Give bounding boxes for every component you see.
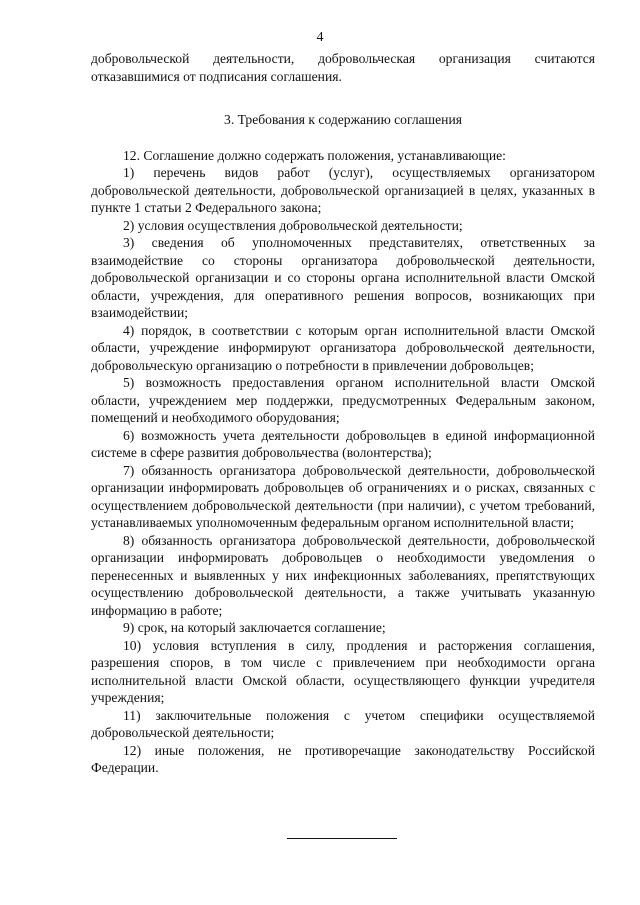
section-heading: 3. Требования к содержанию соглашения xyxy=(224,112,462,127)
document-body xyxy=(91,50,595,777)
list-item-3: 3) сведения об уполномоченных представителях, ответственных за взаимодействие со стороны организатора добровольческой деятельности, добровольческой организации и со стороны органа исполнительной власти Омской области, учреждения, для оперативного решения вопросов, возникающих при взаимодействии; xyxy=(91,235,595,320)
list-item-4: 4) порядок, в соответствии с которым орган исполнительной власти Омской области, учреждение информируют организатора добровольческой деятельности, добровольческую организацию о потребности в привлечении добровольцев; xyxy=(91,322,595,373)
list-item-9: 9) срок, на который заключается соглашение; xyxy=(123,620,386,635)
intro-paragraph: добровольческой деятельности, добровольческая организация считаются отказавшимися от подписания соглашения. xyxy=(91,51,595,84)
list-item-2: 2) условия осуществления добровольческой деятельности; xyxy=(123,217,463,233)
list-item-8: 8) обязанность организатора добровольческой деятельности, добровольческой организации информировать добровольцев о необходимости уведомления о перенесенных и выявленных у них инфекционных заболеваниях, препятствующих осуществлению добровольческой деятельности, а также учитывать указанную информацию в работе; xyxy=(91,532,595,618)
list-item-12: 12) иные положения, не противоречащие законодательству Российской Федерации. xyxy=(91,742,595,775)
clause-12-paragraph: 12. Соглашение должно содержать положения, устанавливающие: xyxy=(123,147,506,163)
list-item-5: 5) возможность предоставления органом исполнительной власти Омской области, учреждением мер поддержки, предусмотренных Федеральным законом, помещений и необходимого оборудования; xyxy=(91,375,595,425)
end-divider xyxy=(287,838,397,839)
list-item-1: 1) перечень видов работ (услуг), осуществляемых организатором добровольческой деятельности, добровольческой организацией в целях, указанных в пункте 1 статьи 2 Федерального закона; xyxy=(91,165,595,215)
list-item-7: 7) обязанность организатора добровольческой деятельности, добровольческой организации информировать добровольцев об ограничениях и о рисках, связанных с осуществлением добровольческой деятельности (при наличии), с учетом требований, устанавливаемых уполномоченным федеральным органом исполнительной власти; xyxy=(91,462,595,530)
list-item-6: 6) возможность учета деятельности добровольцев в единой информационной системе в сфере развития добровольчества (волонтерства); xyxy=(91,427,595,460)
list-item-10: 10) условия вступления в силу, продления и расторжения соглашения, разрешения споров, в том числе с привлечением при необходимости органа исполнительной власти Омской области, осуществляющего функции учредителя учреждения; xyxy=(91,637,595,705)
page-number: 4 xyxy=(316,30,324,45)
list-item-11: 11) заключительные положения с учетом специфики осуществляемой добровольческой деятельности; xyxy=(91,707,595,740)
